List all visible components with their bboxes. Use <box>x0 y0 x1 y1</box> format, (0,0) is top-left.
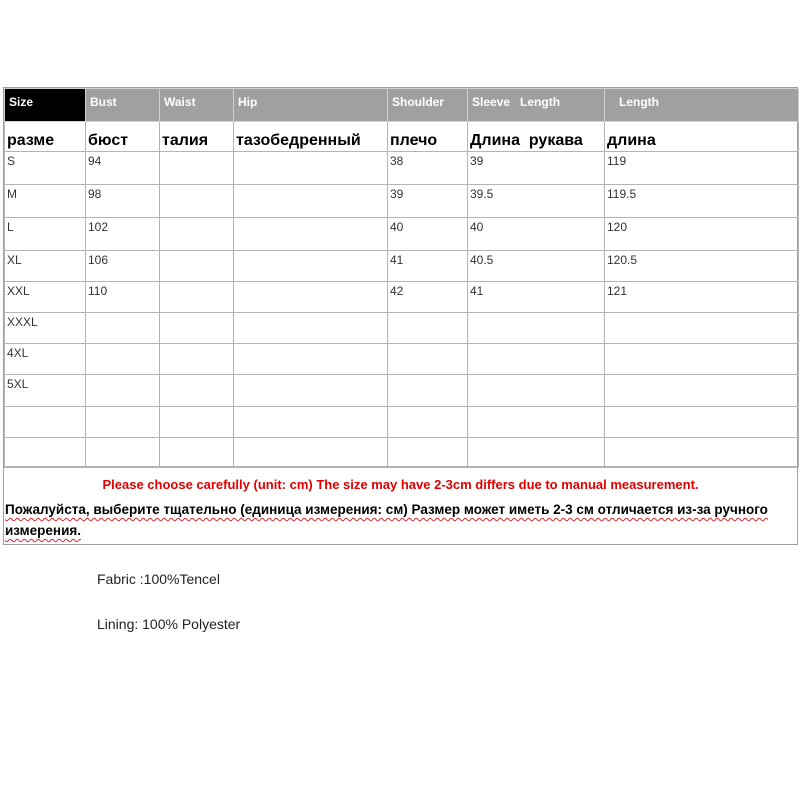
table-cell <box>605 313 799 344</box>
table-cell <box>160 185 234 218</box>
header-ru-sleeve: Длина рукава <box>468 122 605 152</box>
table-cell <box>86 313 160 344</box>
table-cell <box>388 407 468 438</box>
table-cell: 39 <box>468 152 605 185</box>
table-cell: 41 <box>388 251 468 282</box>
table-cell <box>468 313 605 344</box>
table-cell <box>86 344 160 375</box>
table-cell <box>468 344 605 375</box>
table-cell: 39.5 <box>468 185 605 218</box>
table-cell <box>160 407 234 438</box>
table-cell: 110 <box>86 282 160 313</box>
table-cell <box>234 344 388 375</box>
lining-info: Lining: 100% Polyester <box>97 616 241 632</box>
table-cell <box>234 282 388 313</box>
table-cell <box>160 282 234 313</box>
header-ru-waist: талия <box>160 122 234 152</box>
table-cell: M <box>5 185 86 218</box>
fabric-info: Fabric :100%Tencel <box>97 571 220 587</box>
table-row <box>5 344 799 375</box>
table-cell <box>605 375 799 407</box>
table-cell <box>86 438 160 468</box>
table-cell <box>388 313 468 344</box>
table-cell: 98 <box>86 185 160 218</box>
table-cell <box>160 375 234 407</box>
table-cell: 120 <box>605 218 799 251</box>
header-hip: Hip <box>234 89 388 122</box>
table-cell <box>160 218 234 251</box>
table-row <box>5 251 799 282</box>
table-row <box>5 282 799 313</box>
table-cell: 39 <box>388 185 468 218</box>
table-cell: 4XL <box>5 344 86 375</box>
table-cell: 119.5 <box>605 185 799 218</box>
table-cell: 120.5 <box>605 251 799 282</box>
header-size: Size <box>5 89 86 122</box>
table-row <box>5 375 799 407</box>
table-cell: 38 <box>388 152 468 185</box>
table-cell: 40 <box>388 218 468 251</box>
table-cell <box>605 438 799 468</box>
table-cell: XXXL <box>5 313 86 344</box>
header-ru-length: длина <box>605 122 799 152</box>
table-cell: 42 <box>388 282 468 313</box>
table-cell: 41 <box>468 282 605 313</box>
measurement-note <box>4 466 797 547</box>
table-cell <box>160 313 234 344</box>
size-table <box>4 88 799 468</box>
table-cell: XXL <box>5 282 86 313</box>
table-row <box>5 407 799 438</box>
table-cell <box>388 344 468 375</box>
note-english: Please choose carefully (unit: cm) The size may have 2-3cm differs due to manual measurement. <box>102 477 699 492</box>
table-row <box>5 152 799 185</box>
table-cell <box>468 438 605 468</box>
table-cell <box>234 251 388 282</box>
table-cell: XL <box>5 251 86 282</box>
header-sleeve-length: Sleeve Length <box>468 89 605 122</box>
table-cell <box>234 407 388 438</box>
header-ru-shoulder: плечо <box>388 122 468 152</box>
table-cell <box>160 152 234 185</box>
table-row <box>5 218 799 251</box>
table-cell <box>234 185 388 218</box>
header-length: Length <box>605 89 799 122</box>
header-row-en <box>5 89 799 122</box>
table-cell: 40.5 <box>468 251 605 282</box>
header-ru-size: разме <box>5 122 86 152</box>
table-cell <box>605 407 799 438</box>
size-chart <box>3 87 798 545</box>
table-cell <box>160 438 234 468</box>
header-ru-hip: тазобедренный <box>234 122 388 152</box>
table-cell <box>605 344 799 375</box>
table-cell <box>86 407 160 438</box>
note-russian-text: Пожалуйста, выберите тщательно (единица измерения: см) Размер может иметь 2-3 см отличается из-за ручного измерения. <box>5 502 768 538</box>
header-ru-bust: бюст <box>86 122 160 152</box>
table-cell <box>234 218 388 251</box>
table-cell: 102 <box>86 218 160 251</box>
table-cell <box>234 375 388 407</box>
note-russian <box>5 499 795 541</box>
table-cell: S <box>5 152 86 185</box>
header-shoulder: Shoulder <box>388 89 468 122</box>
table-cell <box>468 375 605 407</box>
table-cell <box>234 152 388 185</box>
table-cell: L <box>5 218 86 251</box>
table-cell <box>388 438 468 468</box>
table-cell: 119 <box>605 152 799 185</box>
table-cell <box>468 407 605 438</box>
header-row-ru <box>5 122 799 152</box>
table-cell: 94 <box>86 152 160 185</box>
table-row <box>5 313 799 344</box>
table-cell <box>388 375 468 407</box>
table-row <box>5 438 799 468</box>
table-cell <box>234 438 388 468</box>
header-bust: Bust <box>86 89 160 122</box>
table-cell <box>160 344 234 375</box>
table-cell: 5XL <box>5 375 86 407</box>
table-cell <box>234 313 388 344</box>
table-row <box>5 185 799 218</box>
header-waist: Waist <box>160 89 234 122</box>
table-cell <box>160 251 234 282</box>
table-cell <box>86 375 160 407</box>
table-cell <box>5 438 86 468</box>
table-cell: 121 <box>605 282 799 313</box>
table-cell <box>5 407 86 438</box>
table-cell: 40 <box>468 218 605 251</box>
table-cell: 106 <box>86 251 160 282</box>
